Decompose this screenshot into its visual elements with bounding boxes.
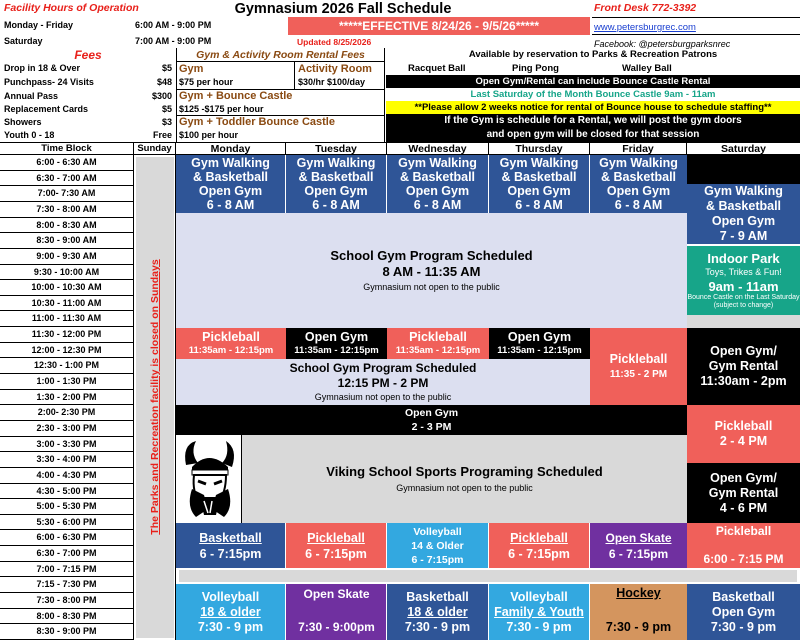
- header-sunday: Sunday: [134, 143, 176, 155]
- time-row: 8:00 - 8:30 AM: [0, 218, 134, 234]
- open-gym-note: Open Gym/Rental can include Bounce Castle Rental: [386, 75, 800, 88]
- hours-title: Facility Hours of Operation: [4, 2, 139, 14]
- viking-logo-area: [176, 435, 242, 523]
- sat-late-basketball: Basketball Open Gym 7:30 - 9 pm: [687, 584, 800, 640]
- fee-label: Replacement Cards: [4, 104, 89, 114]
- fee-price: $5: [161, 104, 172, 114]
- time-row: 12:00 - 12:30 PM: [0, 343, 134, 359]
- wed-late-basketball: Basketball 18 & older 7:30 - 9 pm: [387, 584, 489, 640]
- updated-date: Updated 8/25/2026: [297, 37, 372, 47]
- time-row: 9:30 - 10:00 AM: [0, 265, 134, 281]
- header-monday: Monday: [176, 143, 286, 155]
- viking-school-sports: Viking School Sports Programing Scheduled Gymnasium not open to the public: [242, 435, 687, 523]
- time-row: 2:30 - 3:00 PM: [0, 421, 134, 437]
- mon-evening-basketball: Basketball 6 - 7:15pm: [176, 523, 286, 568]
- fees-list: [0, 62, 176, 142]
- rental-bounce-price: $125 -$175 per hour: [179, 104, 264, 114]
- sat-evening-pickleball: Pickleball 6:00 - 7:15 PM: [687, 523, 800, 568]
- rental-bounce-label: Gym + Bounce Castle: [179, 90, 293, 102]
- school-pm-program: School Gym Program Scheduled 12:15 PM - 2 PM Gymnasium not open to the public: [176, 359, 590, 405]
- wed-morning-open-gym: Gym Walking & Basketball Open Gym 6 - 8 AM: [387, 155, 489, 213]
- fri-pickleball: Pickleball 11:35 - 2 PM: [590, 328, 687, 405]
- fee-price: $3: [161, 117, 172, 127]
- sat-open-gym-rental-evening: Open Gym/ Gym Rental 4 - 6 PM: [687, 463, 800, 523]
- time-row: 11:00 - 11:30 AM: [0, 311, 134, 327]
- reservation-item-walleyball: Walley Ball: [622, 63, 672, 74]
- facebook-handle: Facebook: @petersburgparksnrec: [594, 39, 731, 49]
- time-row: 10:30 - 11:00 AM: [0, 296, 134, 312]
- header-friday: Friday: [590, 143, 687, 155]
- time-row: 7:00- 7:30 AM: [0, 186, 134, 202]
- header-saturday: Saturday: [687, 143, 800, 155]
- tue-morning-open-gym: Gym Walking & Basketball Open Gym 6 - 8 AM: [286, 155, 387, 213]
- time-row: 8:30 - 9:00 AM: [0, 233, 134, 249]
- rental-note-line1: If the Gym is schedule for a Rental, we will post the gym doors: [444, 115, 742, 126]
- time-row: 2:00- 2:30 PM: [0, 405, 134, 421]
- header-thursday: Thursday: [489, 143, 590, 155]
- time-row: 11:30 - 12:00 PM: [0, 327, 134, 343]
- rental-activity-label: Activity Room: [298, 63, 372, 75]
- thu-morning-open-gym: Gym Walking & Basketball Open Gym 6 - 8 AM: [489, 155, 590, 213]
- time-row: 8:30 - 9:00 PM: [0, 624, 134, 640]
- open-gym-afternoon: Open Gym 2 - 3 PM: [176, 405, 687, 435]
- time-row: 1:30 - 2:00 PM: [0, 390, 134, 406]
- sat-open-gym-rental-midday: Open Gym/ Gym Rental 11:30am - 2pm: [687, 328, 800, 405]
- header-tuesday: Tuesday: [286, 143, 387, 155]
- time-row: 4:30 - 5:00 PM: [0, 484, 134, 500]
- time-row: 6:30 - 7:00 PM: [0, 546, 134, 562]
- tue-noon-open-gym: Open Gym 11:35am - 12:15pm: [286, 328, 387, 359]
- time-row: 9:00 - 9:30 AM: [0, 249, 134, 265]
- indoor-park-note: Bounce Castle on the Last Saturday (subject to change): [687, 294, 800, 309]
- sunday-closed-note: The Parks and Recreation facility is closed on Sundays: [149, 259, 161, 535]
- reservation-item-racquetball: Racquet Ball: [408, 63, 466, 74]
- school-am-program: School Gym Program Scheduled 8 AM - 11:35 AM Gymnasium not open to the public: [176, 213, 687, 328]
- indoor-park-title: Indoor Park: [707, 251, 780, 266]
- fee-price: $48: [156, 77, 172, 87]
- mon-noon-pickleball: Pickleball 11:35am - 12:15pm: [176, 328, 286, 359]
- thu-noon-open-gym: Open Gym 11:35am - 12:15pm: [489, 328, 590, 359]
- time-row: 5:30 - 6:00 PM: [0, 515, 134, 531]
- wed-evening-volleyball: Volleyball 14 & Older 6 - 7:15pm: [387, 523, 489, 568]
- time-row: 6:00 - 6:30 AM: [0, 155, 134, 171]
- hours-weekday-days: Monday - Friday: [4, 20, 74, 30]
- fee-label: Drop in 18 & Over: [4, 63, 81, 73]
- rental-title: Gym & Activity Room Rental Fees: [177, 49, 384, 62]
- hours-saturday-time: 7:00 AM - 9:00 PM: [135, 36, 212, 46]
- tue-late-open-skate: Open Skate 7:30 - 9:00pm: [286, 584, 387, 640]
- reservation-title: Available by reservation to Parks & Recreation Patrons: [468, 49, 718, 60]
- time-row: 5:00 - 5:30 PM: [0, 499, 134, 515]
- hours-saturday-days: Saturday: [4, 36, 43, 46]
- header-wednesday: Wednesday: [387, 143, 489, 155]
- time-row: 6:00 - 6:30 PM: [0, 530, 134, 546]
- sat-pickleball-afternoon: Pickleball 2 - 4 PM: [687, 405, 800, 463]
- rental-activity-price: $30/hr $100/day: [298, 77, 366, 87]
- fee-price: $300: [151, 91, 172, 101]
- thu-evening-pickleball: Pickleball 6 - 7:15pm: [489, 523, 590, 568]
- fri-morning-open-gym: Gym Walking & Basketball Open Gym 6 - 8 AM: [590, 155, 687, 213]
- sat-indoor-park: [687, 245, 800, 315]
- fri-late-hockey: Hockey 7:30 - 9 pm: [590, 584, 687, 640]
- allow-notice-note: **Please allow 2 weeks notice for rental of Bounce house to schedule staffing**: [386, 101, 800, 114]
- time-row: 6:30 - 7:00 AM: [0, 171, 134, 187]
- fee-price: Free: [152, 130, 172, 140]
- website-link[interactable]: www.petersburgrec.com: [594, 22, 696, 33]
- thu-late-volleyball: Volleyball Family & Youth 7:30 - 9 pm: [489, 584, 590, 640]
- front-desk-phone: Front Desk 772-3392: [594, 2, 697, 14]
- fee-label: Annual Pass: [4, 91, 59, 101]
- rental-note: [386, 114, 800, 142]
- wed-noon-pickleball: Pickleball 11:35am - 12:15pm: [387, 328, 489, 359]
- rental-toddler-label: Gym + Toddler Bounce Castle: [179, 116, 335, 128]
- mon-morning-open-gym: Gym Walking & Basketball Open Gym 6 - 8 AM: [176, 155, 286, 213]
- rental-toddler-price: $100 per hour: [179, 130, 239, 140]
- time-row: 10:00 - 10:30 AM: [0, 280, 134, 296]
- tue-evening-pickleball: Pickleball 6 - 7:15pm: [286, 523, 387, 568]
- rental-note-line2: and open gym will be closed for that session: [486, 129, 700, 140]
- time-row: 3:00 - 3:30 PM: [0, 437, 134, 453]
- last-saturday-note: Last Saturday of the Month Bounce Castle 9am - 11am: [470, 89, 716, 100]
- sat-gap: [687, 315, 800, 328]
- fee-label: Punchpass- 24 Visits: [4, 77, 94, 87]
- mon-late-volleyball: Volleyball 18 & older 7:30 - 9 pm: [176, 584, 286, 640]
- sat-closed-early: [687, 155, 800, 184]
- time-column: [0, 155, 134, 640]
- effective-banner: *****EFFECTIVE 8/24/26 - 9/5/26*****: [288, 17, 590, 35]
- viking-logo-icon: [178, 437, 240, 521]
- rental-gym-price: $75 per hour: [179, 77, 234, 87]
- fee-label: Showers: [4, 117, 42, 127]
- fee-label: Youth 0 - 18: [4, 130, 55, 140]
- gap-row: [176, 568, 800, 584]
- indoor-park-sub: Toys, Trikes & Fun!: [705, 267, 782, 277]
- sat-morning-open-gym: Gym Walking & Basketball Open Gym 7 - 9 AM: [687, 184, 800, 244]
- time-row: 7:15 - 7:30 PM: [0, 577, 134, 593]
- time-row: 7:00 - 7:15 PM: [0, 562, 134, 578]
- time-row: 12:30 - 1:00 PM: [0, 358, 134, 374]
- time-row: 4:00 - 4:30 PM: [0, 468, 134, 484]
- indoor-park-time: 9am - 11am: [708, 279, 779, 294]
- hours-weekday-time: 6:00 AM - 9:00 PM: [135, 20, 212, 30]
- fee-price: $5: [161, 63, 172, 73]
- reservation-item-pingpong: Ping Pong: [512, 63, 559, 74]
- time-row: 8:00 - 8:30 PM: [0, 609, 134, 625]
- time-row: 7:30 - 8:00 AM: [0, 202, 134, 218]
- header-time-block: Time Block: [0, 143, 134, 155]
- fees-title: Fees: [74, 48, 102, 62]
- fri-evening-open-skate: Open Skate 6 - 7:15pm: [590, 523, 687, 568]
- rental-gym-label: Gym: [179, 63, 204, 75]
- time-row: 3:30 - 4:00 PM: [0, 452, 134, 468]
- time-row: 1:00 - 1:30 PM: [0, 374, 134, 390]
- time-row: 7:30 - 8:00 PM: [0, 593, 134, 609]
- page-title: Gymnasium 2026 Fall Schedule: [234, 1, 452, 17]
